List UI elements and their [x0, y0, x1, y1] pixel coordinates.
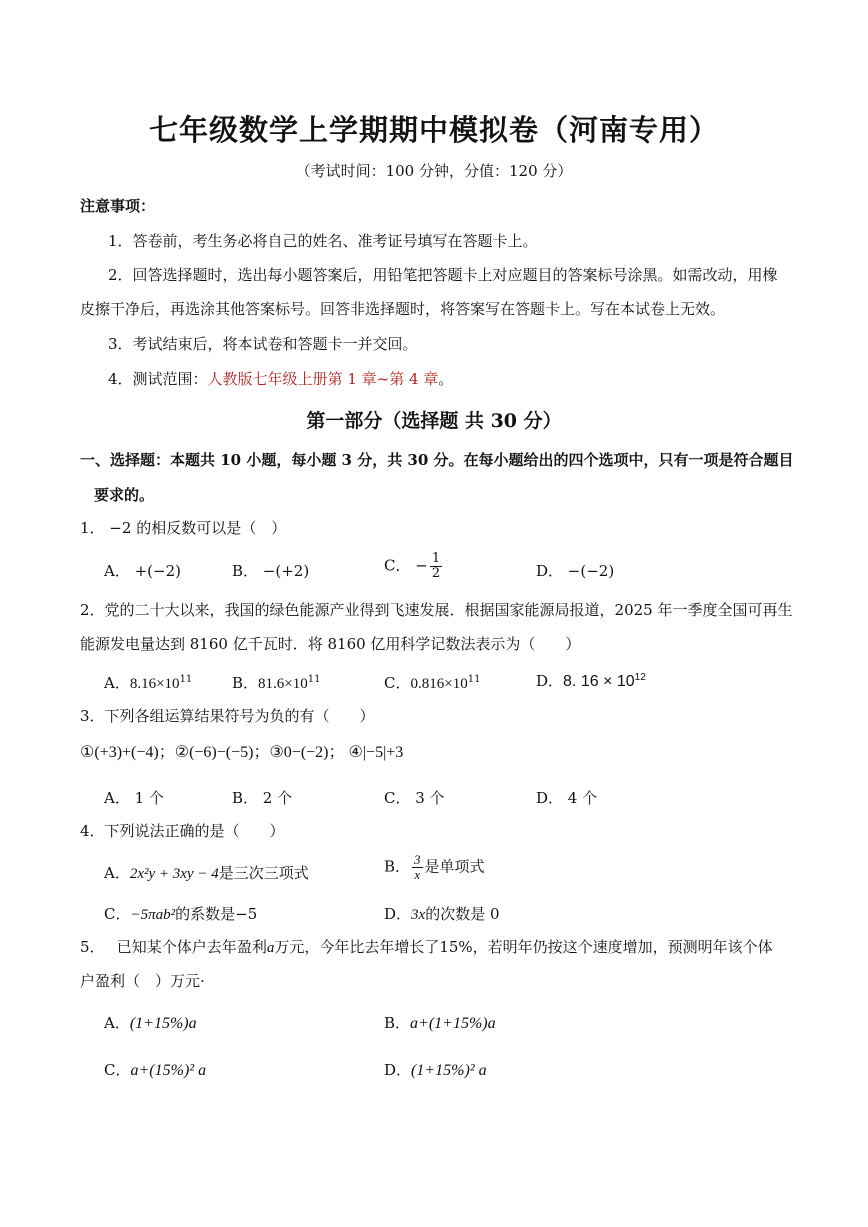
- q1-fraction: [430, 552, 442, 581]
- notice-item-1: 1．答卷前，考生务必将自己的姓名、准考证号填写在答题卡上。: [108, 232, 538, 250]
- question-2-line-1: 2．党的二十大以来，我国的绿色能源产业得到飞速发展．根据国家能源局报道，2025 年一季度全国可再生: [80, 601, 793, 619]
- question-5-line-2: 户盈利（ ）万元·: [80, 972, 205, 990]
- question-1-stem: 1． −2 的相反数可以是（ ）: [80, 519, 287, 537]
- q1-fraction-numerator: 1: [431, 551, 441, 566]
- notice-heading: 注意事项：: [80, 197, 156, 215]
- question-3-items: ①(+3)+(−4)；②(−6)−(−5)；③0−(−2)； ④|−5|+3: [80, 744, 404, 761]
- q4-option-b-label: B．: [384, 857, 411, 876]
- q5-option-c: [104, 1059, 206, 1080]
- q5-option-a-expr: (1+15%)a: [129, 1015, 197, 1032]
- q4-option-c-label: C．: [104, 905, 131, 923]
- q4-option-c-expr: −5πab²: [130, 907, 176, 923]
- q2-option-c-base: 0.816×10: [410, 676, 468, 692]
- q2-option-b: [232, 672, 320, 693]
- q4-option-d-text: 的次数是 0: [425, 905, 500, 923]
- q3-option-d: D． 4 个: [536, 789, 598, 807]
- q5-option-b: [384, 1012, 496, 1033]
- notice-item-3: 3．考试结束后，将本试卷和答题卡一并交回。: [108, 335, 418, 353]
- q2-option-d-label: D．: [536, 672, 564, 690]
- q1-option-c: [384, 552, 444, 581]
- q2-option-a-exp: 11: [179, 674, 193, 685]
- q3-option-a: A． 1 个: [104, 789, 164, 807]
- q2-option-d-exp: 12: [634, 672, 646, 683]
- q5-option-c-expr: a+(15%)² a: [130, 1062, 207, 1079]
- q1-option-c-prefix: C． −: [384, 556, 428, 575]
- q4-option-a: [104, 862, 309, 883]
- notice-item-4-suffix: 。: [438, 370, 454, 388]
- q4-option-d-expr: 3x: [411, 907, 426, 923]
- q2-option-d-base: 8. 16 × 10: [563, 673, 635, 690]
- exam-info: （考试时间：100 分钟，分值：120 分）: [295, 162, 573, 180]
- q5-option-b-label: B．: [384, 1014, 411, 1032]
- notice-item-4: [108, 369, 453, 389]
- q5-option-d-expr: (1+15%)² a: [411, 1062, 487, 1079]
- q4-option-b-text: 是单项式: [424, 857, 485, 876]
- q4-option-a-text: 是三次三项式: [218, 864, 309, 882]
- q4-fraction-denominator: x: [414, 867, 421, 882]
- q5-option-d-label: D．: [384, 1061, 412, 1079]
- page-title: 七年级数学上学期期中模拟卷（河南专用）: [148, 113, 719, 147]
- section-title: 第一部分（选择题 共 30 分）: [306, 410, 562, 432]
- q2-option-a-label: A．: [104, 674, 130, 692]
- q2-option-c-label: C．: [384, 674, 411, 692]
- q5-line-1-prefix: 5． 已知某个体户去年盈利: [80, 938, 267, 956]
- q5-variable: a: [266, 940, 275, 956]
- q1-fraction-denominator: 2: [431, 566, 441, 581]
- section-instruction-cont: 要求的。: [94, 486, 155, 504]
- question-5-line-1: [80, 937, 773, 958]
- notice-item-4-prefix: 4．测试范围：: [108, 370, 208, 388]
- q4-fraction: [412, 853, 423, 882]
- q2-option-c: [384, 672, 480, 693]
- q1-option-a: A． +(−2): [104, 562, 181, 580]
- test-range: 人教版七年级上册第 1 章~第 4 章: [207, 370, 439, 388]
- question-4-stem: 4．下列说法正确的是（ ）: [80, 822, 285, 840]
- notice-item-2-cont: 皮擦干净后，再选涂其他答案标号。回答非选择题时，将答案写在答题卡上。写在本试卷上无效。: [80, 300, 726, 318]
- q4-option-d-label: D．: [384, 905, 412, 923]
- q3-option-b: B． 2 个: [232, 789, 293, 807]
- q2-option-b-exp: 11: [307, 674, 321, 685]
- q5-option-a: [104, 1012, 197, 1033]
- q2-option-b-label: B．: [232, 674, 259, 692]
- q3-option-c: C． 3 个: [384, 789, 445, 807]
- notice-item-2: 2．回答选择题时，选出每小题答案后，用铅笔把答题卡上对应题目的答案标号涂黑。如需改动，用橡: [108, 266, 778, 284]
- q4-option-a-expr: 2x²y + 3xy − 4: [129, 866, 219, 882]
- q5-line-1-mid: 万元，今年比去年增长了15%，若明年仍按这个速度增加，预测明年该个体: [274, 938, 773, 956]
- q1-option-d: D． −(−2): [536, 562, 615, 580]
- q2-option-a-base: 8.16×10: [129, 676, 180, 692]
- q2-option-b-base: 81.6×10: [258, 676, 308, 692]
- q5-option-d: [384, 1059, 487, 1080]
- q5-option-c-label: C．: [104, 1061, 131, 1079]
- q4-option-b: [384, 853, 485, 882]
- q4-option-d: [384, 903, 500, 924]
- q4-option-c-text: 的系数是−5: [175, 905, 258, 923]
- q4-fraction-numerator: 3: [414, 852, 421, 867]
- q4-option-c: [104, 903, 257, 924]
- q4-option-a-label: A．: [104, 864, 130, 882]
- section-instruction: 一、选择题：本题共 10 小题，每小题 3 分，共 30 分。在每小题给出的四个选项中，只有一项是符合题目: [80, 451, 794, 469]
- q2-option-c-exp: 11: [467, 674, 481, 685]
- q5-option-b-expr: a+(1+15%)a: [410, 1015, 496, 1032]
- q1-option-b: B． −(+2): [232, 562, 310, 580]
- q2-option-a: [104, 672, 192, 693]
- question-2-line-2: 能源发电量达到 8160 亿千瓦时．将 8160 亿用科学记数法表示为（ ）: [80, 635, 581, 653]
- q5-option-a-label: A．: [104, 1014, 130, 1032]
- question-3-stem: 3．下列各组运算结果符号为负的有（ ）: [80, 707, 375, 725]
- q2-option-d: [536, 670, 646, 691]
